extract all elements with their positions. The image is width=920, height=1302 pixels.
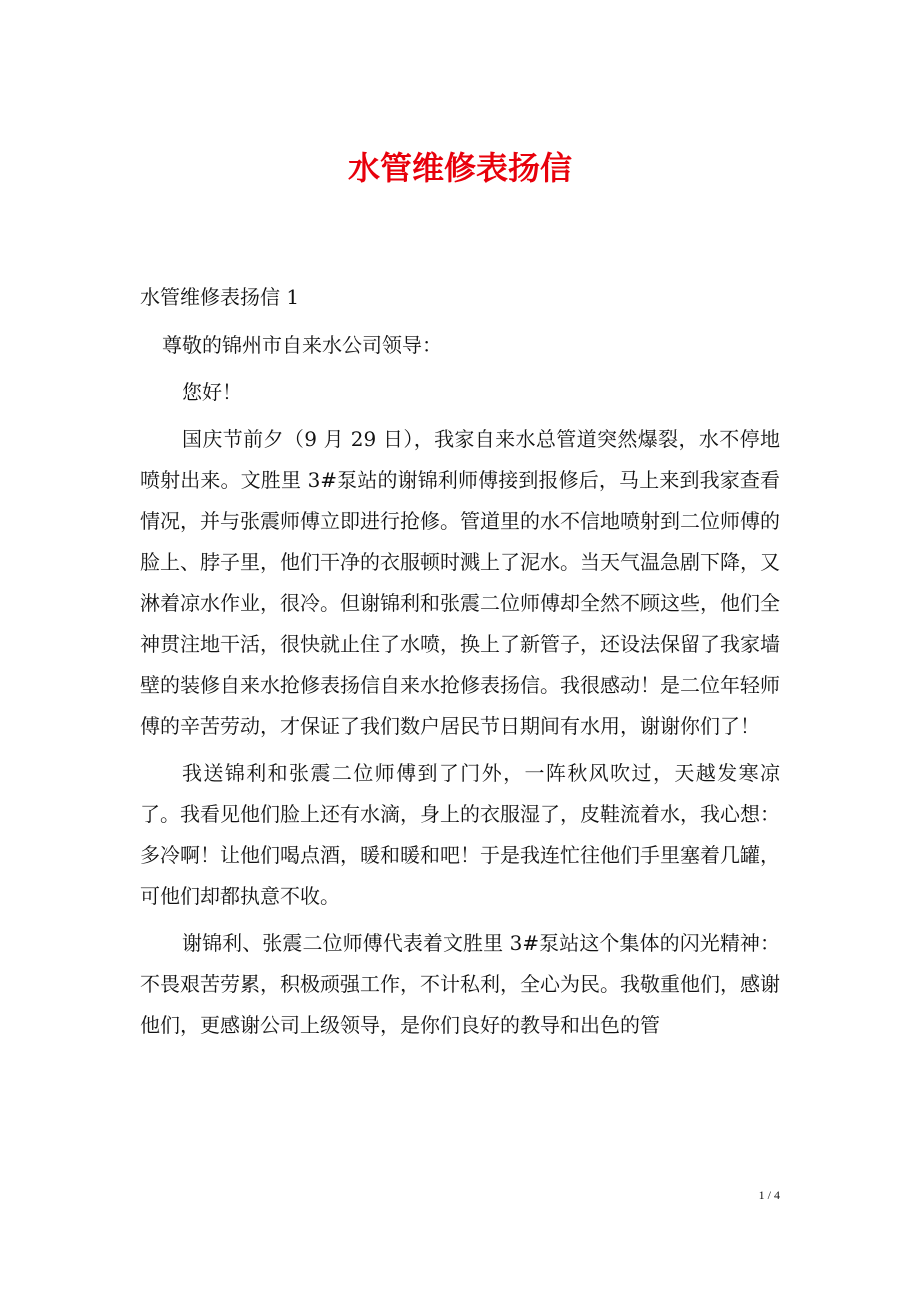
paragraph-2: 我送锦利和张震二位师傅到了门外，一阵秋风吹过，天越发寒凉了。我看见他们脸上还有水滴，身上的衣服湿了，皮鞋流着水，我心想：多冷啊！让他们喝点酒，暖和暖和吧！于是我连忙往他们手里塞着几罐，可他们却都执意不收。	[140, 761, 780, 908]
paragraph-3: 谢锦利、张震二位师傅代表着文胜里 3#泵站这个集体的闪光精神：不畏艰苦劳累，积极顽强工作，不计私利，全心为民。我敬重他们，感谢他们，更感谢公司上级领导，是你们良好的教导和出色的管	[140, 931, 780, 1037]
page-number: 1 / 4	[758, 1188, 780, 1202]
document-body	[140, 276, 780, 1046]
section-heading: 水管维修表扬信 1	[140, 285, 300, 309]
salutation: 尊敬的锦州市自来水公司领导：	[162, 333, 442, 357]
document-title: 水管维修表扬信	[347, 149, 572, 187]
greeting: 您好！	[182, 380, 242, 404]
paragraph-1: 国庆节前夕（9 月 29 日），我家自来水总管道突然爆裂，水不停地喷射出来。文胜里 3#泵站的谢锦利师傅接到报修后，马上来到我家查看情况，并与张震师傅立即进行抢修。管道里的水不信地喷射到二位师傅的脸上、脖子里，他们干净的衣服顿时溅上了泥水。当天气温急剧下降，又淋着凉水作业，很冷。但谢锦利和张震二位师傅却全然不顾这些，他们全神贯注地干活，很快就止住了水喷，换上了新管子，还设法保留了我家墙壁的装修自来水抢修表扬信自来水抢修表扬信。我很感动！是二位年轻师傅的辛苦劳动，才保证了我们数户居民节日期间有水用，谢谢你们了！	[140, 427, 780, 738]
